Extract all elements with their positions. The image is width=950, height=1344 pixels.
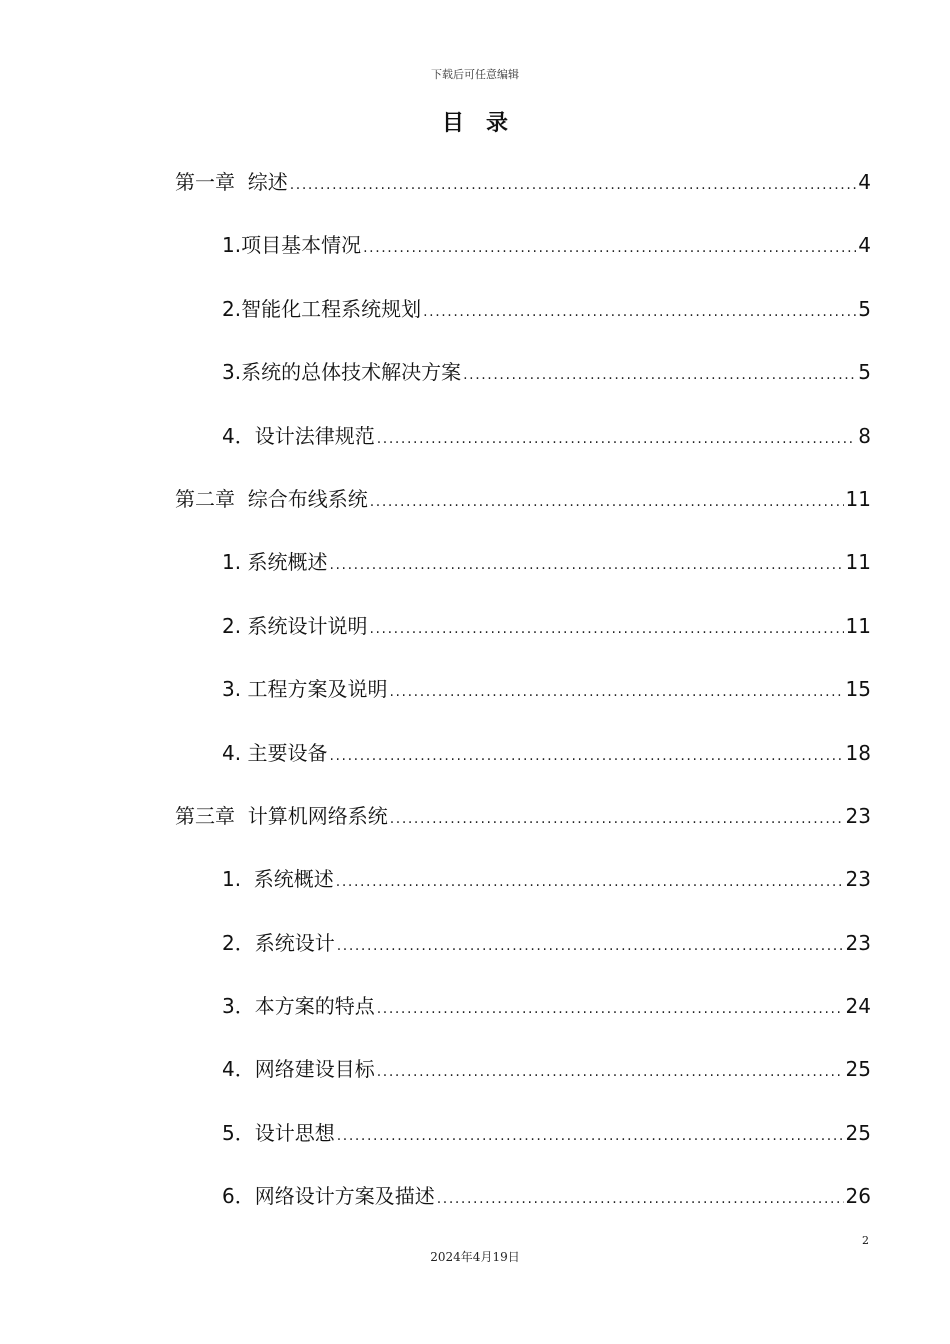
page-number: 2 bbox=[862, 1234, 869, 1247]
toc-chapter-entry[interactable] bbox=[175, 477, 871, 540]
toc-dot-leader bbox=[390, 797, 844, 841]
toc-entry-label: 1.项目基本情况 bbox=[222, 233, 362, 258]
toc-entry-page: 15 bbox=[845, 677, 871, 702]
toc-section-entry[interactable] bbox=[175, 540, 871, 603]
toc-entry-page: 4 bbox=[858, 233, 871, 258]
toc-section-entry[interactable] bbox=[175, 223, 871, 286]
toc-dot-leader bbox=[423, 290, 856, 334]
toc-entry-page: 26 bbox=[845, 1184, 871, 1209]
toc-dot-leader bbox=[336, 860, 844, 904]
toc-entry-page: 25 bbox=[845, 1057, 871, 1082]
toc-entry-page: 8 bbox=[858, 423, 871, 448]
toc-entry-page: 11 bbox=[845, 613, 871, 638]
toc-entry-page: 5 bbox=[858, 296, 871, 321]
toc-section-entry[interactable] bbox=[175, 1111, 871, 1174]
toc-entry-page: 23 bbox=[845, 803, 871, 828]
toc-entry-label: 3. 工程方案及说明 bbox=[222, 677, 388, 702]
toc-entry-label: 3.系统的总体技术解决方案 bbox=[222, 360, 462, 385]
toc-entry-label: 2.智能化工程系统规划 bbox=[222, 296, 422, 321]
toc-entry-label: 4．网络建设目标 bbox=[222, 1057, 375, 1082]
toc-entry-page: 24 bbox=[845, 994, 871, 1019]
toc-entry-label: 5．设计思想 bbox=[222, 1120, 335, 1145]
toc-dot-leader bbox=[377, 1050, 844, 1094]
toc-entry-label: 第三章 计算机网络系统 bbox=[175, 803, 388, 828]
toc-entry-label: 3．本方案的特点 bbox=[222, 994, 375, 1019]
toc-dot-leader bbox=[337, 924, 844, 968]
toc-entry-page: 25 bbox=[845, 1120, 871, 1145]
toc-entry-label: 第二章 综合布线系统 bbox=[175, 486, 368, 511]
table-of-contents bbox=[175, 160, 871, 1238]
toc-section-entry[interactable] bbox=[175, 350, 871, 413]
toc-section-entry[interactable] bbox=[175, 1174, 871, 1237]
toc-section-entry[interactable] bbox=[175, 287, 871, 350]
page-title: 目录 bbox=[441, 110, 530, 136]
toc-dot-leader bbox=[329, 543, 843, 587]
toc-entry-page: 5 bbox=[858, 360, 871, 385]
toc-section-entry[interactable] bbox=[175, 857, 871, 920]
toc-entry-label: 4．设计法律规范 bbox=[222, 423, 375, 448]
toc-entry-page: 18 bbox=[845, 740, 871, 765]
toc-chapter-entry[interactable] bbox=[175, 794, 871, 857]
toc-dot-leader bbox=[377, 417, 857, 461]
toc-section-entry[interactable] bbox=[175, 604, 871, 667]
toc-section-entry[interactable] bbox=[175, 984, 871, 1047]
toc-entry-label: 1. 系统概述 bbox=[222, 550, 328, 575]
toc-entry-label: 1. 系统概述 bbox=[222, 867, 334, 892]
toc-chapter-entry[interactable] bbox=[175, 160, 871, 223]
toc-dot-leader bbox=[389, 670, 843, 714]
toc-section-entry[interactable] bbox=[175, 667, 871, 730]
footer-date: 2024年4月19日 bbox=[430, 1250, 520, 1264]
toc-entry-page: 11 bbox=[845, 550, 871, 575]
toc-dot-leader bbox=[363, 226, 856, 270]
toc-entry-page: 23 bbox=[845, 867, 871, 892]
toc-dot-leader bbox=[329, 734, 843, 778]
toc-entry-label: 2．系统设计 bbox=[222, 930, 335, 955]
toc-dot-leader bbox=[370, 480, 844, 524]
toc-entry-page: 4 bbox=[858, 170, 871, 194]
toc-dot-leader bbox=[463, 353, 856, 397]
toc-section-entry[interactable] bbox=[175, 731, 871, 794]
toc-dot-leader bbox=[337, 1114, 844, 1158]
toc-entry-label: 2. 系统设计说明 bbox=[222, 613, 368, 638]
toc-dot-leader bbox=[437, 1177, 844, 1221]
page-header: 下载后可任意编辑 bbox=[431, 68, 519, 81]
toc-dot-leader bbox=[290, 163, 857, 207]
toc-entry-label: 第一章 综述 bbox=[175, 170, 288, 194]
toc-section-entry[interactable] bbox=[175, 1047, 871, 1110]
toc-dot-leader bbox=[377, 987, 844, 1031]
toc-section-entry[interactable] bbox=[175, 414, 871, 477]
toc-dot-leader bbox=[369, 607, 843, 651]
toc-entry-page: 23 bbox=[845, 930, 871, 955]
toc-section-entry[interactable] bbox=[175, 921, 871, 984]
toc-entry-page: 11 bbox=[845, 486, 871, 511]
toc-entry-label: 6．网络设计方案及描述 bbox=[222, 1184, 435, 1209]
toc-entry-label: 4. 主要设备 bbox=[222, 740, 328, 765]
